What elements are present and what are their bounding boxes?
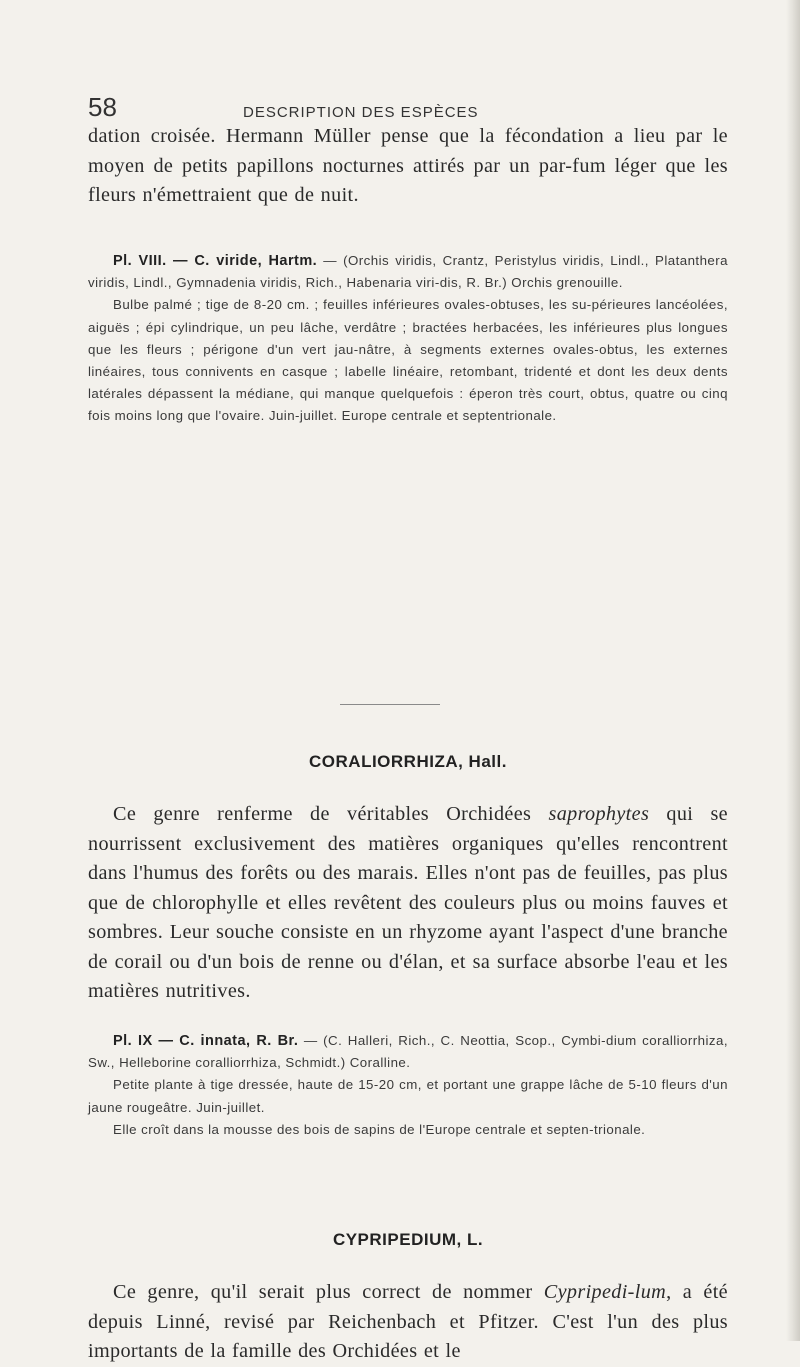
entry-ix-habitat: Elle croît dans la mousse des bois de sapins de l'Europe centrale et septen-trionale.: [113, 1121, 646, 1137]
saprophytes-term: saprophytes: [548, 803, 650, 826]
entry-viii-description: Bulbe palmé ; tige de 8-20 cm. ; feuilles inférieures ovales-obtuses, les su-périeures lancéolées, aiguës ; épi cylindrique, un peu lâche, verdâtre ; bractées herbacées, les inférieures plus longues que les fleurs ; périgone d'un vert jau-nâtre, à segments externes ovales-obtus, les externes linéaires, tous connivents en casque ; labelle linéaire, retombant, tridenté et dont les deux dents latérales dépassent la médiane, qui manque quelquefois : éperon très court, obtus, quatre ou cinq fois moins long que l'ovaire. Juin-juillet. Europe centrale et septentrionale.: [88, 297, 728, 424]
coralliorrhiza-paragraph: [88, 800, 728, 1007]
coralliorrhiza-text-2: qui se nourrissent exclusivement des matières organiques qu'elles rencontrent dans l'humus des forêts ou des marais. Elles n'ont pas de feuilles, pas plus que de chlorophylle et elles revêtent des couleurs plus ou moins fauves et sombres. Leur souche consiste en un rhyzome ayant l'aspect d'une branche de corail ou d'un bois de renne ou d'élan, et sa surface absorbe l'eau et les matières nutritives.: [88, 803, 728, 1003]
intro-paragraph: [88, 122, 728, 211]
plate-label-viii: Pl. VIII. — C. viride, Hartm.: [113, 253, 318, 269]
coralliorrhiza-text-1: Ce genre renferme de véritables Orchidées: [113, 803, 549, 826]
cypripedium-text-1: Ce genre, qu'il serait plus correct de nommer: [113, 1281, 544, 1304]
entry-ix: [88, 1030, 728, 1141]
cypripedilum-term: Cypripedi-lum: [543, 1281, 667, 1304]
section-divider: [340, 704, 440, 705]
cypripedium-paragraph: [88, 1278, 728, 1367]
plate-label-ix: Pl. IX — C. innata, R. Br.: [113, 1033, 299, 1049]
entry-ix-description: Petite plante à tige dressée, haute de 15-20 cm, et portant une grappe lâche de 5-10 fleurs d'un jaune rougeâtre. Juin-juillet.: [88, 1077, 728, 1115]
entry-viii: [88, 250, 728, 428]
genus-heading-cypripedium: CYPRIPEDIUM, L.: [332, 1230, 484, 1249]
page-edge: [786, 0, 800, 1341]
intro-text: dation croisée. Hermann Müller pense que la fécondation a lieu par le moyen de petits papillons nocturnes attirés par un par-fum léger que les fleurs n'émettraient que de nuit.: [88, 125, 728, 207]
cypripedium-text-2: , a été depuis Linné, revisé par Reichenbach et Pfitzer. C'est l'un des plus importants de la famille des Orchidées et le: [88, 1281, 728, 1363]
entry-ix-synonymy: [88, 1030, 728, 1074]
page-number: 58: [88, 92, 117, 122]
genus-heading-coralliorrhiza: CORALIORRHIZA, Hall.: [309, 752, 507, 771]
entry-viii-synonymy: [88, 250, 728, 294]
synonyms-ix: — (C. Halleri, Rich., C. Neottia, Scop., Cymbi-dium coralliorrhiza, Sw., Helleborine coralliorrhiza, Schmidt.) Coralline.: [88, 1033, 728, 1071]
synonyms-viii: — (Orchis viridis, Crantz, Peristylus viridis, Lindl., Platanthera viridis, Lindl., Gymnadenia viridis, Rich., Habenaria viri-dis, R. Br.) Orchis grenouille.: [88, 253, 728, 291]
running-title: DESCRIPTION DES ESPÈCES: [243, 104, 479, 121]
